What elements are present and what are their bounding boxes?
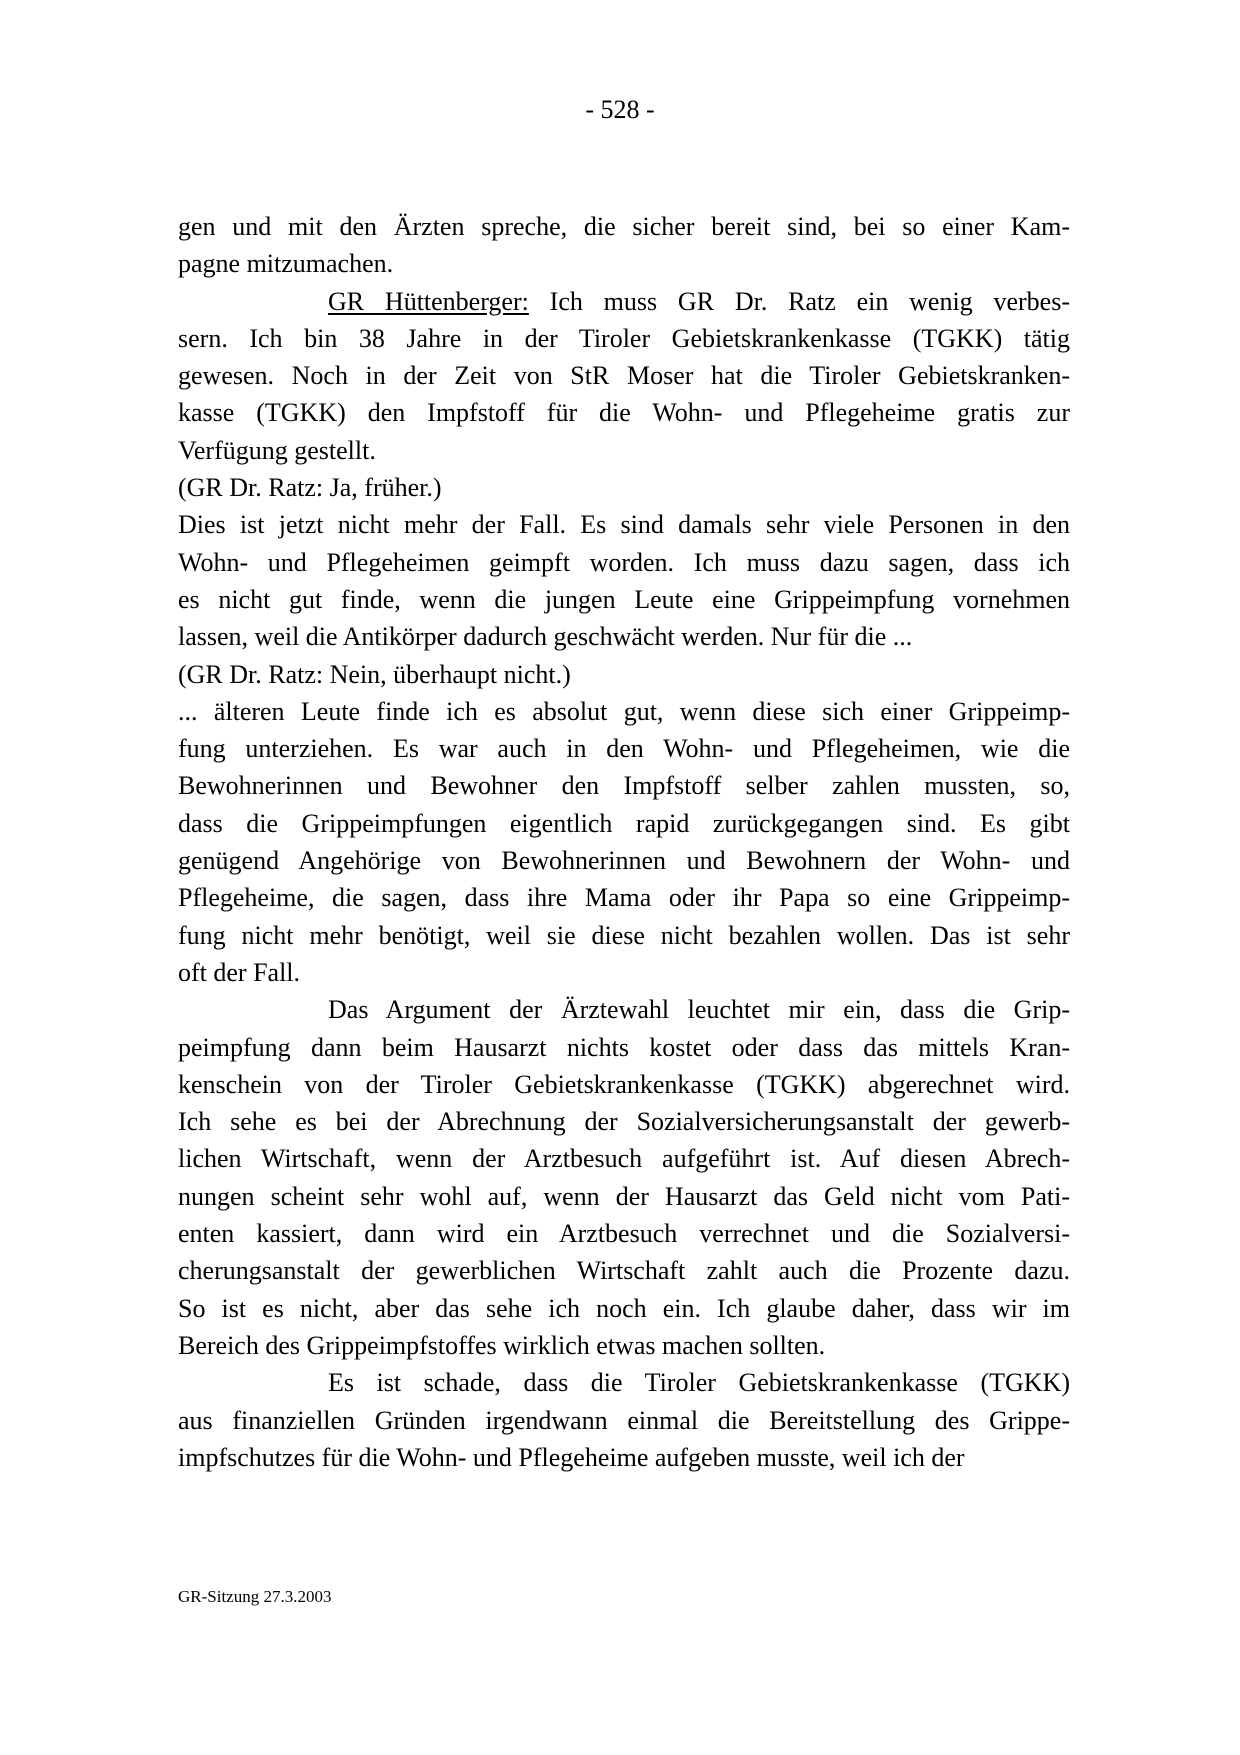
body-text	[178, 208, 1070, 1476]
text-line: kenschein von der Tiroler Gebietskrankenkasse (TGKK) abgerechnet wird.	[178, 1069, 1070, 1099]
text-line	[178, 283, 1070, 320]
text-line: nungen scheint sehr wohl auf, wenn der Hausarzt das Geld nicht vom Pati-	[178, 1181, 1070, 1211]
text-line: es nicht gut finde, wenn die jungen Leute eine Grippeimpfung vornehmen	[178, 584, 1070, 614]
paragraph-text	[178, 693, 1070, 991]
page-number: - 528 -	[585, 95, 655, 124]
text-line: pagne mitzumachen.	[178, 249, 394, 279]
text-line: peimpfung dann beim Hausarzt nichts kostet oder dass das mittels Kran-	[178, 1032, 1070, 1062]
text-line: dass die Grippeimpfungen eigentlich rapid zurückgegangen sind. Es gibt	[178, 808, 1070, 838]
text-line: Bewohnerinnen und Bewohner den Impfstoff selber zahlen mussten, so,	[178, 771, 1070, 801]
text-line: lichen Wirtschaft, wenn der Arztbesuch aufgeführt ist. Auf diesen Abrech-	[178, 1144, 1070, 1174]
paragraph-indented	[178, 1364, 1070, 1476]
paragraph-speaker	[178, 283, 1070, 469]
paragraph-indented	[178, 991, 1070, 1364]
text-line: (GR Dr. Ratz: Nein, überhaupt nicht.)	[178, 659, 571, 689]
text-line: cherungsanstalt der gewerblichen Wirtschaft zahlt auch die Prozente dazu.	[178, 1256, 1070, 1286]
text-line: genügend Angehörige von Bewohnerinnen und Bewohnern der Wohn- und	[178, 846, 1070, 876]
text-line: kasse (TGKK) den Impfstoff für die Wohn- und Pflegeheime gratis zur	[178, 398, 1070, 428]
text-line: Verfügung gestellt.	[178, 435, 376, 465]
text-line: oft der Fall.	[178, 957, 301, 987]
text-line: aus finanziellen Gründen irgendwann einmal die Bereitstellung des Grippe-	[178, 1405, 1070, 1435]
paragraph-text	[178, 506, 1070, 655]
text-line: gen und mit den Ärzten spreche, die sicher bereit sind, bei so einer Kam-	[178, 212, 1070, 241]
speaker-text: Ich muss GR Dr. Ratz ein wenig verbes-	[549, 286, 1070, 316]
paragraph-interjection	[178, 656, 1070, 693]
paragraph-text	[178, 208, 1070, 283]
text-line: impfschutzes für die Wohn- und Pflegeheime aufgeben musste, weil ich der	[178, 1442, 965, 1472]
paragraph-interjection	[178, 469, 1070, 506]
footer-session-date: GR-Sitzung 27.3.2003	[178, 1587, 332, 1606]
text-line: lassen, weil die Antikörper dadurch geschwächt werden. Nur für die ...	[178, 622, 913, 652]
text-line: Das Argument der Ärztewahl leuchtet mir ein, dass die Grip-	[328, 995, 1070, 1025]
speaker-name: GR Hüttenberger:	[328, 286, 529, 316]
text-line: Pflegeheime, die sagen, dass ihre Mama oder ihr Papa so eine Grippeimp-	[178, 883, 1070, 913]
text-line: Wohn- und Pflegeheimen geimpft worden. Ich muss dazu sagen, dass ich	[178, 547, 1070, 577]
text-line: So ist es nicht, aber das sehe ich noch ein. Ich glaube daher, dass wir im	[178, 1293, 1070, 1323]
text-line: Es ist schade, dass die Tiroler Gebietskrankenkasse (TGKK)	[328, 1368, 1070, 1398]
text-line: Ich sehe es bei der Abrechnung der Sozialversicherungsanstalt der gewerb-	[178, 1107, 1070, 1137]
text-line: fung nicht mehr benötigt, weil sie diese nicht bezahlen wollen. Das ist sehr	[178, 920, 1070, 950]
text-line: fung unterziehen. Es war auch in den Wohn- und Pflegeheimen, wie die	[178, 734, 1070, 764]
text-line: ... älteren Leute finde ich es absolut gut, wenn diese sich einer Grippeimp-	[178, 696, 1070, 726]
text-line: enten kassiert, dann wird ein Arztbesuch verrechnet und die Sozialversi-	[178, 1219, 1070, 1249]
text-line: gewesen. Noch in der Zeit von StR Moser hat die Tiroler Gebietskranken-	[178, 361, 1070, 391]
text-line: (GR Dr. Ratz: Ja, früher.)	[178, 473, 442, 503]
text-line: Dies ist jetzt nicht mehr der Fall. Es sind damals sehr viele Personen in den	[178, 510, 1070, 540]
text-line: Bereich des Grippeimpfstoffes wirklich etwas machen sollten.	[178, 1330, 826, 1360]
text-line: sern. Ich bin 38 Jahre in der Tiroler Gebietskrankenkasse (TGKK) tätig	[178, 323, 1070, 353]
